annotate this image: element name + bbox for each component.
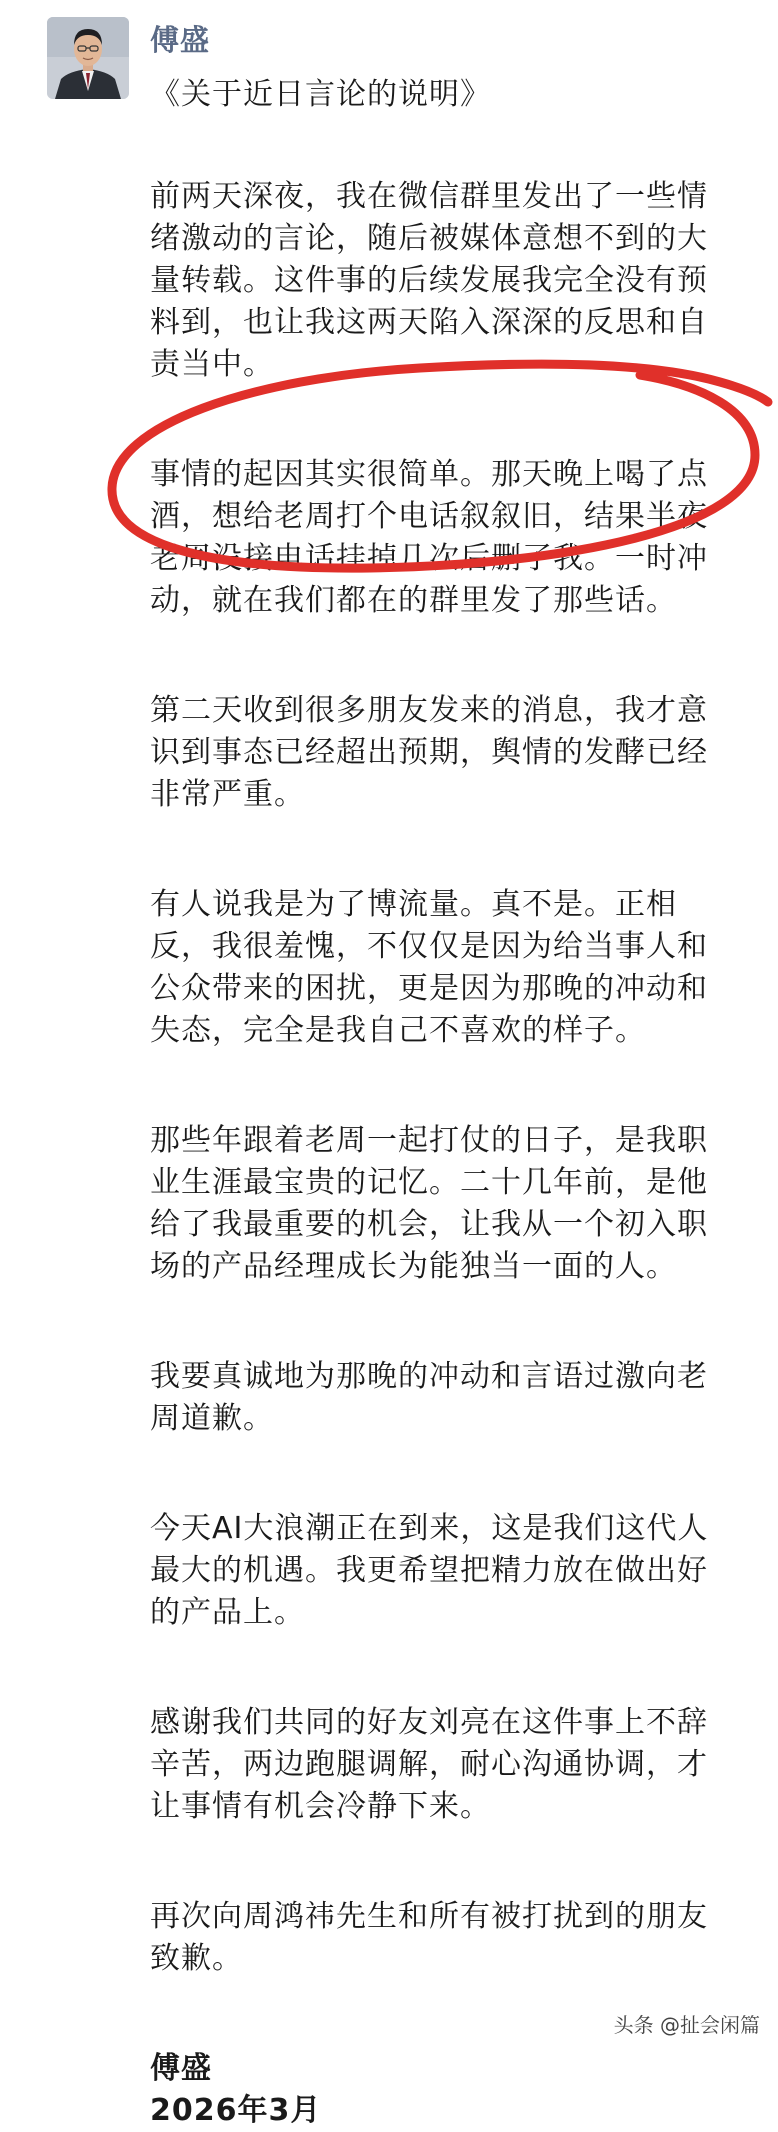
message-paragraph-1: 前两天深夜，我在微信群里发出了一些情绪激动的言论，随后被媒体意想不到的大量转载。这件事的后续发展我完全没有预料到，也让我这两天陷入深深的反思和自责当中。 [150, 179, 708, 382]
message-paragraph-5: 那些年跟着老周一起打仗的日子，是我职业生涯最宝贵的记忆。二十几年前，是他给了我最重要的机会，让我从一个初入职场的产品经理成长为能独当一面的人。 [150, 1123, 708, 1284]
avatar[interactable] [47, 17, 129, 99]
sender-name[interactable]: 傅盛 [150, 23, 211, 57]
message-paragraph-3: 第二天收到很多朋友发来的消息，我才意识到事态已经超出预期，舆情的发酵已经非常严重。 [150, 693, 708, 812]
message-paragraph-7: 今天AI大浪潮正在到来，这是我们这代人最大的机遇。我更希望把精力放在做出好的产品上。 [150, 1511, 709, 1630]
message-paragraph-6: 我要真诚地为那晚的冲动和言语过激向老周道歉。 [150, 1359, 708, 1436]
watermark-text: 头条 @扯会闲篇 [610, 2007, 764, 2040]
message-title: 《关于近日言论的说明》 [150, 77, 491, 112]
signature-name: 傅盛 [150, 2051, 212, 2086]
message-paragraph-4: 有人说我是为了博流量。真不是。正相反，我很羞愧，不仅仅是因为给当事人和公众带来的困扰，更是因为那晚的冲动和失态，完全是我自己不喜欢的样子。 [150, 887, 708, 1048]
signature-date: 2026年3月 [150, 2093, 322, 2128]
message-bubble [150, 74, 770, 2132]
message-paragraph-2: 事情的起因其实很简单。那天晚上喝了点酒，想给老周打个电话叙叙旧，结果半夜老周没接电话挂掉几次后删了我。一时冲动，就在我们都在的群里发了那些话。 [150, 457, 708, 618]
profile-photo-icon [47, 17, 129, 99]
message-paragraph-9: 再次向周鸿祎先生和所有被打扰到的朋友致歉。 [150, 1899, 708, 1976]
message-paragraph-8: 感谢我们共同的好友刘亮在这件事上不辞辛苦，两边跑腿调解，耐心沟通协调，才让事情有机会冷静下来。 [150, 1705, 708, 1824]
